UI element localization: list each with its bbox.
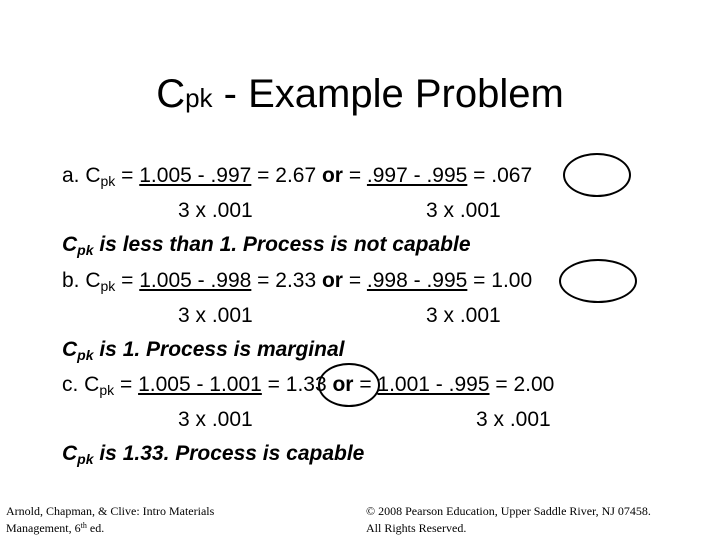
footer-left (6, 503, 214, 537)
footer-left-line-2b: ed. (86, 521, 105, 535)
problem-c-denominator-1: 3 x .001 (178, 408, 253, 431)
problem-c-numerator-2: 1.001 - .995 (377, 373, 490, 396)
problem-c-numerator-1: 1.005 - 1.001 (138, 373, 262, 396)
conclusion-a-text: is less than 1. Process is not capable (93, 233, 471, 256)
problem-b-or: or (321, 269, 343, 292)
highlight-circle-a (563, 153, 631, 197)
title-subscript: pk (185, 83, 213, 113)
highlight-circle-b (559, 259, 637, 303)
problem-b-denominator-1: 3 x .001 (178, 304, 253, 327)
problem-c-prefix: c. C (62, 373, 100, 396)
problem-a-result-1: = 2.67 (251, 164, 322, 187)
cpk-label-c-sub: pk (77, 451, 94, 467)
problem-c-conclusion (62, 442, 364, 466)
problem-b-eq: = (115, 269, 140, 292)
conclusion-c-text: is 1.33. Process is capable (93, 442, 365, 465)
problem-b-denominator-2: 3 x .001 (426, 304, 501, 327)
footer-left-sup: th (80, 521, 87, 530)
title-rest: - Example Problem (212, 72, 564, 116)
problem-a-eq: = (115, 164, 140, 187)
problem-c-result-2: = 2.00 (489, 373, 555, 396)
problem-a-denominator-2: 3 x .001 (426, 199, 501, 222)
cpk-label-a-sub: pk (77, 242, 94, 258)
footer-left-line-2a: Management, 6 (6, 521, 81, 535)
footer-left-line-2 (6, 520, 214, 537)
cpk-label-a: C (62, 233, 78, 256)
problem-b-numerator-1: 1.005 - .998 (139, 269, 252, 292)
problem-a-numerator-1: 1.005 - .997 (139, 164, 252, 187)
problem-a-conclusion (62, 233, 471, 257)
problem-a-or: or (321, 164, 343, 187)
conclusion-b-text: is 1. Process is marginal (93, 338, 345, 361)
slide-title (0, 72, 720, 117)
problem-b-equation (62, 269, 532, 293)
problem-c-result-1: = 1.33 (261, 373, 333, 396)
problem-a-numerator-2: .997 - .995 (366, 164, 468, 187)
problem-c-eq2: = (353, 373, 378, 396)
problem-b-eq2: = (342, 269, 367, 292)
footer-left-line-1: Arnold, Chapman, & Clive: Intro Materials (6, 504, 215, 518)
problem-c-equation (62, 373, 554, 397)
cpk-label-b: C (62, 338, 78, 361)
cpk-label-b-sub: pk (77, 347, 94, 363)
problem-b-sub: pk (100, 278, 116, 294)
problem-b-conclusion (62, 338, 344, 362)
problem-a-sub: pk (100, 173, 116, 189)
cpk-label-c: C (62, 442, 78, 465)
problem-c-sub: pk (99, 382, 115, 398)
footer-right-line-1: © 2008 Pearson Education, Upper Saddle River, NJ 07458. (366, 504, 651, 518)
title-c: C (156, 72, 186, 116)
problem-a-eq2: = (342, 164, 367, 187)
footer-right-line-2: All Rights Reserved. (366, 521, 467, 535)
problem-a-result-2: = .067 (467, 164, 533, 187)
problem-c-denominator-2: 3 x .001 (476, 408, 551, 431)
problem-a-denominator-1: 3 x .001 (178, 199, 253, 222)
problem-b-numerator-2: .998 - .995 (366, 269, 468, 292)
problem-c-or: or (332, 373, 354, 396)
highlight-circle-c (318, 363, 380, 407)
problem-c-eq: = (114, 373, 139, 396)
problem-b-prefix: b. C (62, 269, 101, 292)
problem-a-equation (62, 164, 532, 188)
problem-b-result-2: = 1.00 (467, 269, 533, 292)
footer-right (366, 503, 651, 537)
problem-b-result-1: = 2.33 (251, 269, 322, 292)
problem-a-prefix: a. C (62, 164, 101, 187)
